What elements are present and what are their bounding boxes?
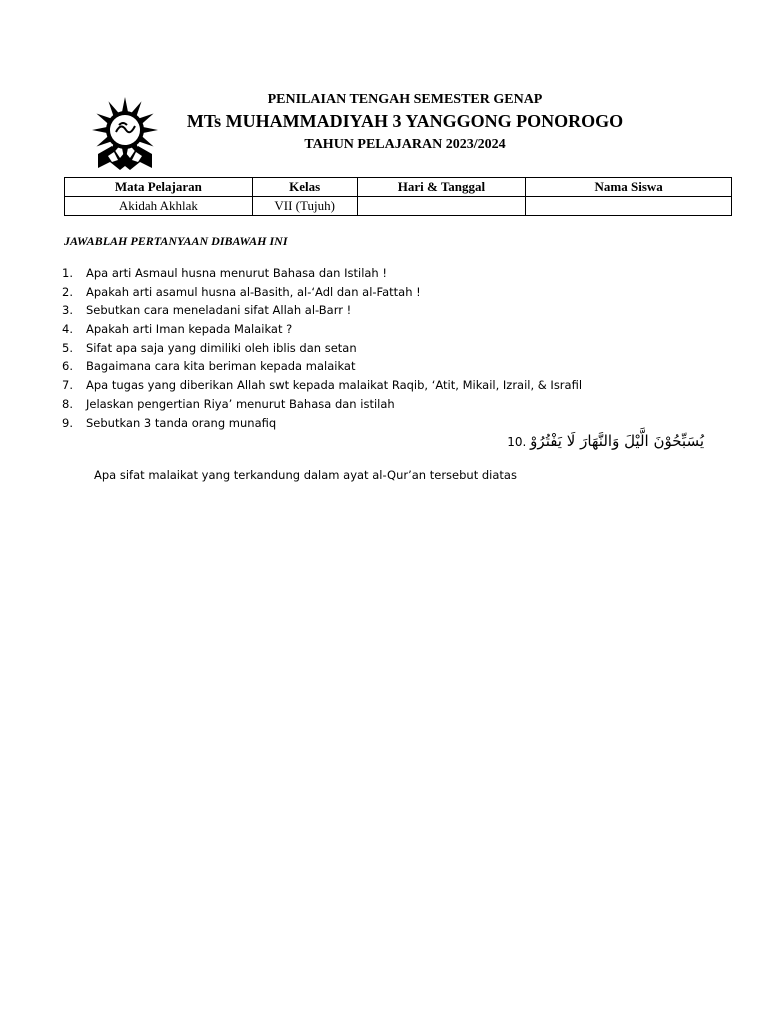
muhammadiyah-logo-icon <box>90 96 160 172</box>
arabic-verse: يُسَبِّحُوْنَ الَّيْلَ وَالنَّهَارَ لَا يَفْتُرُوْ <box>530 432 704 450</box>
school-name: MTs MUHAMMADIYAH 3 YANGGONG PONOROGO <box>186 111 624 131</box>
table-header-subject: Mata Pelajaran <box>65 178 253 197</box>
table-header-class: Kelas <box>252 178 357 197</box>
list-item: 6. Bagaimana cara kita beriman kepada malaikat <box>62 359 356 374</box>
table-row <box>65 197 732 216</box>
academic-year: TAHUN PELAJARAN 2023/2024 <box>304 137 506 152</box>
list-item: 7. Apa tugas yang diberikan Allah swt kepada malaikat Raqib, ‘Atit, Mikail, Izrail, & Israfil <box>62 378 583 393</box>
cell-subject: Akidah Akhlak <box>65 197 253 216</box>
list-item: 4. Apakah arti Iman kepada Malaikat ? <box>62 322 293 337</box>
table-header-date: Hari & Tanggal <box>357 178 526 197</box>
table-header-student-name: Nama Siswa <box>526 178 732 197</box>
question-10-prompt: Apa sifat malaikat yang terkandung dalam ayat al-Qur’an tersebut diatas <box>94 468 517 482</box>
question-10-verse <box>507 432 704 450</box>
list-item: 9. Sebutkan 3 tanda orang munafiq <box>62 415 277 430</box>
list-item: 2. Apakah arti asamul husna al-Basith, al-‘Adl dan al-Fattah ! <box>62 284 421 299</box>
cell-class: VII (Tujuh) <box>252 197 357 216</box>
cell-student-name[interactable] <box>526 197 732 216</box>
cell-date[interactable] <box>357 197 526 216</box>
table-header-row <box>65 178 732 197</box>
exam-title: PENILAIAN TENGAH SEMESTER GENAP <box>267 92 543 107</box>
question-10-number: 10. <box>507 435 527 449</box>
question-list <box>62 264 582 432</box>
list-item: 3. Sebutkan cara meneladani sifat Allah al-Barr ! <box>62 303 352 318</box>
list-item: 1. Apa arti Asmaul husna menurut Bahasa dan Istilah ! <box>62 266 387 280</box>
list-item: 8. Jelaskan pengertian Riya’ menurut Bahasa dan istilah <box>62 396 395 411</box>
exam-info-table <box>64 177 732 216</box>
instruction: JAWABLAH PERTANYAAN DIBAWAH INI <box>64 234 288 248</box>
list-item: 5. Sifat apa saja yang dimiliki oleh iblis dan setan <box>62 340 357 355</box>
